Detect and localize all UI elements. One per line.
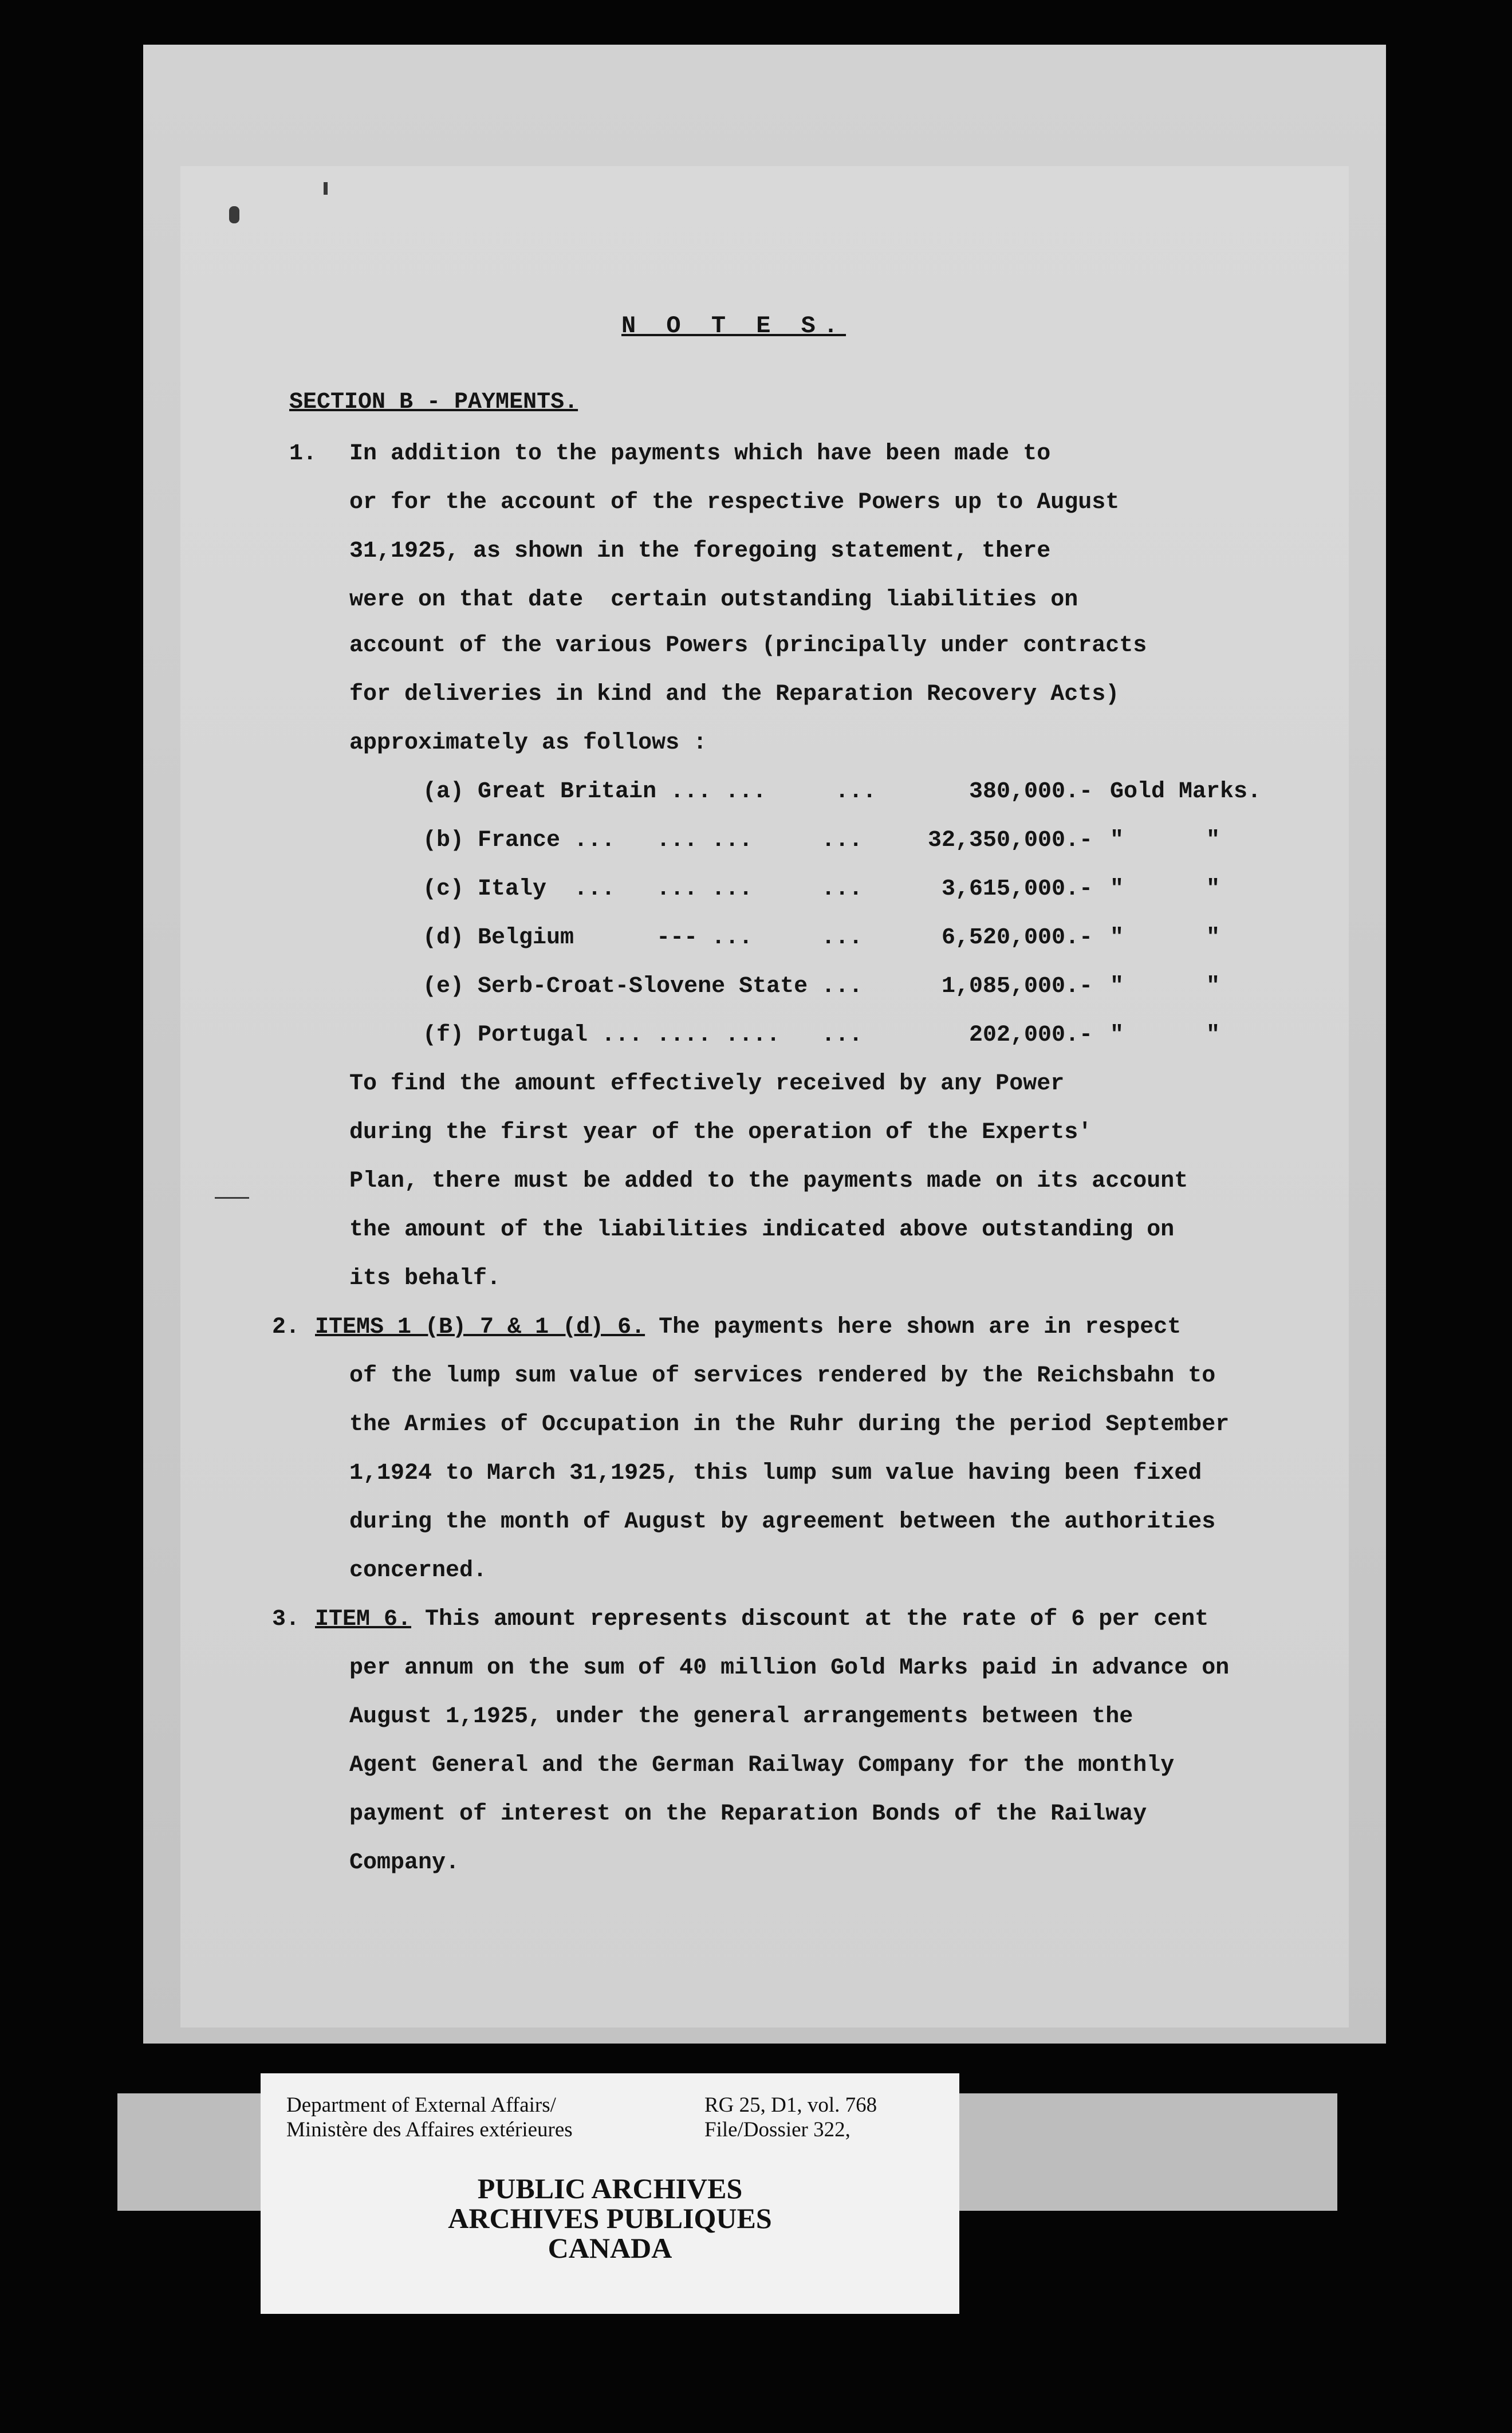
note-3-line: August 1,1925, under the general arrangements between the [349, 1704, 1133, 1730]
archive-file: File/Dossier 322, [704, 2118, 850, 2141]
note-3-line: Agent General and the German Railway Company for the monthly [349, 1753, 1175, 1778]
note-3-line: per annum on the sum of 40 million Gold Marks paid in advance on [349, 1655, 1230, 1681]
note-3-number: 3. [272, 1607, 300, 1632]
stamp-line: ARCHIVES PUBLIQUES [448, 2202, 772, 2234]
note-3-first-line [315, 1607, 1208, 1632]
note-2-first-line-text: The payments here shown are in respect [645, 1314, 1182, 1340]
archive-reference: RG 25, D1, vol. 768 [704, 2093, 877, 2117]
paper-mark [324, 182, 328, 195]
note-2-item-reference: ITEMS 1 (B) 7 & 1 (d) 6. [315, 1314, 645, 1340]
liability-unit: " " [1110, 876, 1220, 902]
note-3-first-line-text: This amount represents discount at the rate of 6 per cent [411, 1607, 1209, 1632]
note-2-number: 2. [272, 1314, 300, 1340]
liability-unit: Gold Marks. [1110, 779, 1262, 805]
liability-amount: 6,520,000.- [941, 925, 1093, 951]
liability-amount: 202,000.- [968, 1022, 1093, 1048]
note-3-line: Company. [349, 1850, 460, 1876]
note-1-closing-line: during the first year of the operation of the Experts' [349, 1120, 1092, 1145]
archive-department-en: Department of External Affairs/ [286, 2093, 556, 2117]
liability-unit: " " [1110, 925, 1220, 951]
note-1-number: 1. [289, 441, 317, 467]
note-1-line: 31,1925, as shown in the foregoing statement, there [349, 538, 1051, 564]
notes-title: N O T E S. [621, 312, 846, 340]
liability-country: (a) Great Britain ... ... ... [423, 779, 877, 805]
paper-mark [229, 206, 239, 223]
note-1-line: account of the various Powers (principally under contracts [349, 633, 1147, 659]
note-2-line: the Armies of Occupation in the Ruhr during the period September [349, 1412, 1230, 1438]
liability-country: (f) Portugal ... .... .... ... [423, 1022, 863, 1048]
liability-amount: 380,000.- [968, 779, 1093, 805]
archive-stamp [344, 2174, 876, 2263]
note-1-closing-line: its behalf. [349, 1266, 501, 1292]
liability-country: (e) Serb-Croat-Slovene State ... [423, 974, 863, 999]
note-1-line: In addition to the payments which have been made to [349, 441, 1051, 467]
note-1-closing-line: the amount of the liabilities indicated above outstanding on [349, 1217, 1175, 1243]
note-1-closing-line: To find the amount effectively received by any Power [349, 1071, 1065, 1097]
liability-amount: 1,085,000.- [941, 974, 1093, 999]
note-2-line: 1,1924 to March 31,1925, this lump sum value having been fixed [349, 1460, 1202, 1486]
note-3-item-reference: ITEM 6. [315, 1607, 412, 1632]
stamp-line: CANADA [548, 2232, 672, 2264]
liability-unit: " " [1110, 974, 1220, 999]
note-2-line: concerned. [349, 1558, 487, 1584]
archive-department-fr: Ministère des Affaires extérieures [286, 2118, 573, 2141]
note-2-first-line [315, 1314, 1181, 1340]
liability-amount: 3,615,000.- [941, 876, 1093, 902]
liability-country: (b) France ... ... ... ... [423, 828, 863, 853]
note-1-line: were on that date certain outstanding liabilities on [349, 587, 1078, 613]
liability-country: (d) Belgium --- ... ... [423, 925, 863, 951]
liability-country: (c) Italy ... ... ... ... [423, 876, 863, 902]
stamp-line: PUBLIC ARCHIVES [477, 2172, 743, 2204]
note-2-line: of the lump sum value of services rendered by the Reichsbahn to [349, 1363, 1216, 1389]
note-1-line: or for the account of the respective Powers up to August [349, 490, 1120, 515]
liability-unit: " " [1110, 1022, 1220, 1048]
note-3-line: payment of interest on the Reparation Bonds of the Railway [349, 1801, 1147, 1827]
note-1-closing-line: Plan, there must be added to the payments made on its account [349, 1168, 1188, 1194]
liability-unit: " " [1110, 828, 1220, 853]
section-heading: SECTION B - PAYMENTS. [289, 389, 578, 415]
note-1-line: for deliveries in kind and the Reparation Recovery Acts) [349, 682, 1120, 707]
note-2-line: during the month of August by agreement between the authorities [349, 1509, 1216, 1535]
paper-mark [215, 1197, 249, 1199]
liability-amount: 32,350,000.- [927, 828, 1093, 853]
note-1-line: approximately as follows : [349, 730, 707, 756]
